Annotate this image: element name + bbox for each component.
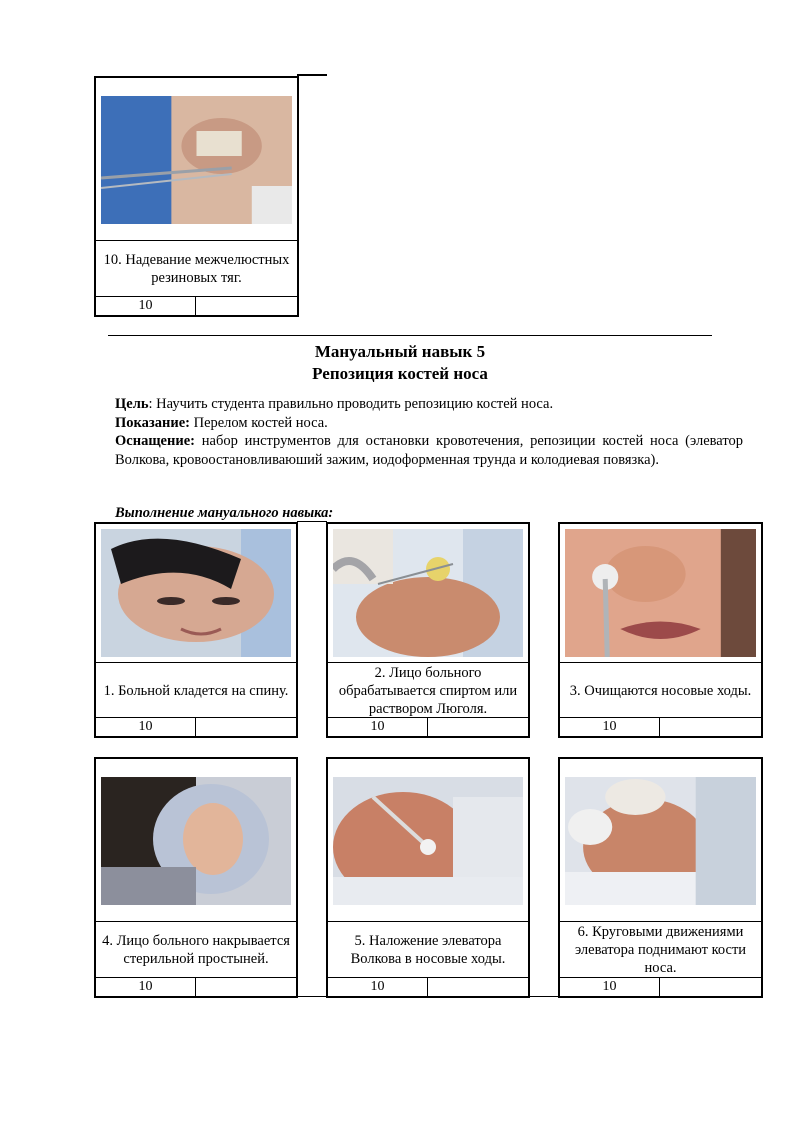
score-value: 10	[328, 718, 428, 736]
step-caption-4: 4. Лицо больного накрывается стерильной простыней.	[96, 921, 296, 977]
score-row-3	[560, 717, 761, 736]
section-subtitle: Репозиция костей носа	[312, 364, 488, 383]
score-row-10	[96, 296, 297, 315]
step-caption-6: 6. Круговыми движениями элеватора поднимают кости носа.	[560, 921, 761, 977]
score-row-2	[328, 717, 528, 736]
step-card-10	[94, 76, 299, 317]
description-block	[115, 395, 743, 469]
score-row-5	[328, 977, 528, 996]
step-card-4	[94, 757, 298, 998]
step-card-5	[326, 757, 530, 998]
indication-text: Перелом костей носа.	[189, 414, 328, 431]
step-photo-6	[565, 777, 756, 905]
score-blank	[196, 297, 297, 315]
goal-text: : Научить студента правильно проводить репозицию костей носа.	[148, 396, 554, 412]
score-value: 10	[96, 718, 196, 736]
goal-line	[115, 395, 743, 414]
score-blank	[660, 978, 761, 996]
score-value: 10	[328, 978, 428, 996]
score-value: 10	[560, 978, 660, 996]
step-caption-5: 5. Наложение элеватора Волкова в носовые ходы.	[328, 921, 528, 977]
score-value: 10	[96, 297, 196, 315]
step-photo-2	[333, 529, 523, 657]
score-row-6	[560, 977, 761, 996]
step-card-2	[326, 522, 530, 738]
score-blank	[196, 978, 296, 996]
step-photo-10	[101, 96, 292, 224]
score-value: 10	[96, 978, 196, 996]
step-photo-4	[101, 777, 291, 905]
score-row-1	[96, 717, 296, 736]
indication-line	[115, 414, 743, 433]
goal-label: Цель	[115, 396, 149, 412]
score-blank	[428, 978, 528, 996]
score-blank	[660, 718, 761, 736]
equipment-label: Оснащение:	[115, 433, 195, 449]
indication-label: Показание:	[115, 414, 190, 431]
score-value: 10	[560, 718, 660, 736]
execution-label: Выполнение мануального навыка:	[115, 505, 334, 521]
step-caption-1: 1. Больной кладется на спину.	[96, 662, 296, 718]
score-blank	[428, 718, 528, 736]
score-blank	[196, 718, 296, 736]
equipment-line	[115, 432, 743, 469]
step-photo-1	[101, 529, 291, 657]
step-card-1	[94, 522, 298, 738]
equipment-text: набор инструментов для остановки кровотечения, репозиции костей носа (элеватор Волкова, кровоостановливаюший зажим, иодоформенная трунда и колодиевая повязка).	[115, 433, 743, 468]
step-photo-3	[565, 529, 756, 657]
step-caption-10: 10. Надевание межчелюстных резиновых тяг.	[96, 240, 297, 296]
top-rule-short	[297, 74, 327, 76]
step-card-6	[558, 757, 763, 998]
section-divider	[108, 335, 712, 336]
step-caption-2: 2. Лицо больного обрабатывается спиртом или раствором Люголя.	[328, 662, 528, 718]
step-photo-5	[333, 777, 523, 905]
section-title: Мануальный навык 5	[314, 342, 486, 361]
step-caption-3: 3. Очищаются носовые ходы.	[560, 662, 761, 718]
step-card-3	[558, 522, 763, 738]
score-row-4	[96, 977, 296, 996]
